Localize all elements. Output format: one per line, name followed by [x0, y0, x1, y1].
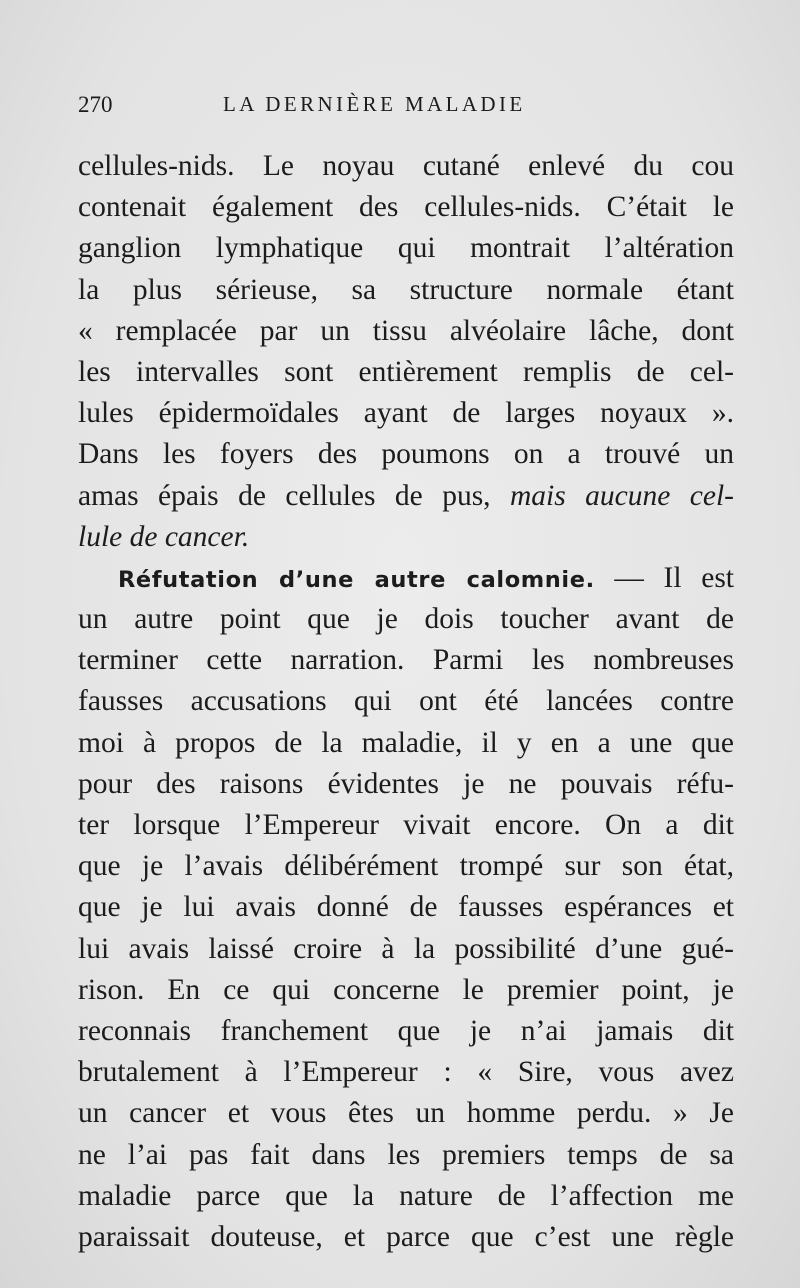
running-head — [78, 92, 734, 126]
text-line: les intervalles sont entièrement remplis de cel- — [78, 355, 734, 388]
text-line — [78, 476, 734, 517]
text-line: la plus sérieuse, sa structure normale étant — [78, 273, 734, 306]
text-line: un cancer et vous êtes un homme perdu. » Je — [78, 1097, 734, 1130]
section-heading-line — [78, 558, 734, 599]
page-number: 270 — [78, 92, 113, 117]
italic-text-run: mais aucune cel- — [510, 479, 734, 512]
text-line: lui avais laissé croire à la possibilité d’une gué- — [78, 932, 734, 965]
running-title: LA DERNIÈRE MALADIE — [223, 92, 526, 116]
text-line: que je l’avais délibérément trompé sur son état, — [78, 850, 734, 883]
text-run: amas épais de cellules de pus, — [78, 479, 510, 512]
text-line: maladie parce que la nature de l’affection me — [78, 1179, 734, 1212]
text-line: brutalement à l’Empereur : « Sire, vous avez — [78, 1056, 734, 1089]
text-line: moi à propos de la maladie, il y en a une que — [78, 726, 734, 759]
text-line: Dans les foyers des poumons on a trouvé un — [78, 438, 734, 471]
italic-text-run: lule de cancer. — [78, 520, 250, 553]
section-heading: Réfutation d’une autre calomnie. — [118, 566, 595, 593]
text-line: reconnais franchement que je n’ai jamais dit — [78, 1014, 734, 1047]
text-run: — Il est — [594, 561, 734, 594]
text-line: « remplacée par un tissu alvéolaire lâche, dont — [78, 314, 734, 347]
text-line: paraissait douteuse, et parce que c’est une règle — [78, 1220, 734, 1253]
text-line: ter lorsque l’Empereur vivait encore. On a dit — [78, 809, 734, 841]
text-line: ganglion lymphatique qui montrait l’altération — [78, 232, 734, 265]
text-line — [78, 517, 734, 558]
text-line: rison. En ce qui concerne le premier point, je — [78, 973, 734, 1006]
text-line: un autre point que je dois toucher avant de — [78, 603, 734, 636]
text-line: fausses accusations qui ont été lancées contre — [78, 685, 734, 718]
text-line: que je lui avais donné de fausses espérances et — [78, 891, 734, 924]
text-line: lules épidermoïdales ayant de larges noyaux ». — [78, 397, 734, 430]
text-line: ne l’ai pas fait dans les premiers temps de sa — [78, 1138, 734, 1171]
text-line: terminer cette narration. Parmi les nombreuses — [78, 644, 734, 677]
text-line: pour des raisons évidentes je ne pouvais réfu- — [78, 767, 734, 800]
text-line: contenait également des cellules-nids. C’était le — [78, 191, 734, 224]
text-line: cellules-nids. Le noyau cutané enlevé du cou — [78, 150, 734, 182]
body-text — [78, 146, 734, 1258]
